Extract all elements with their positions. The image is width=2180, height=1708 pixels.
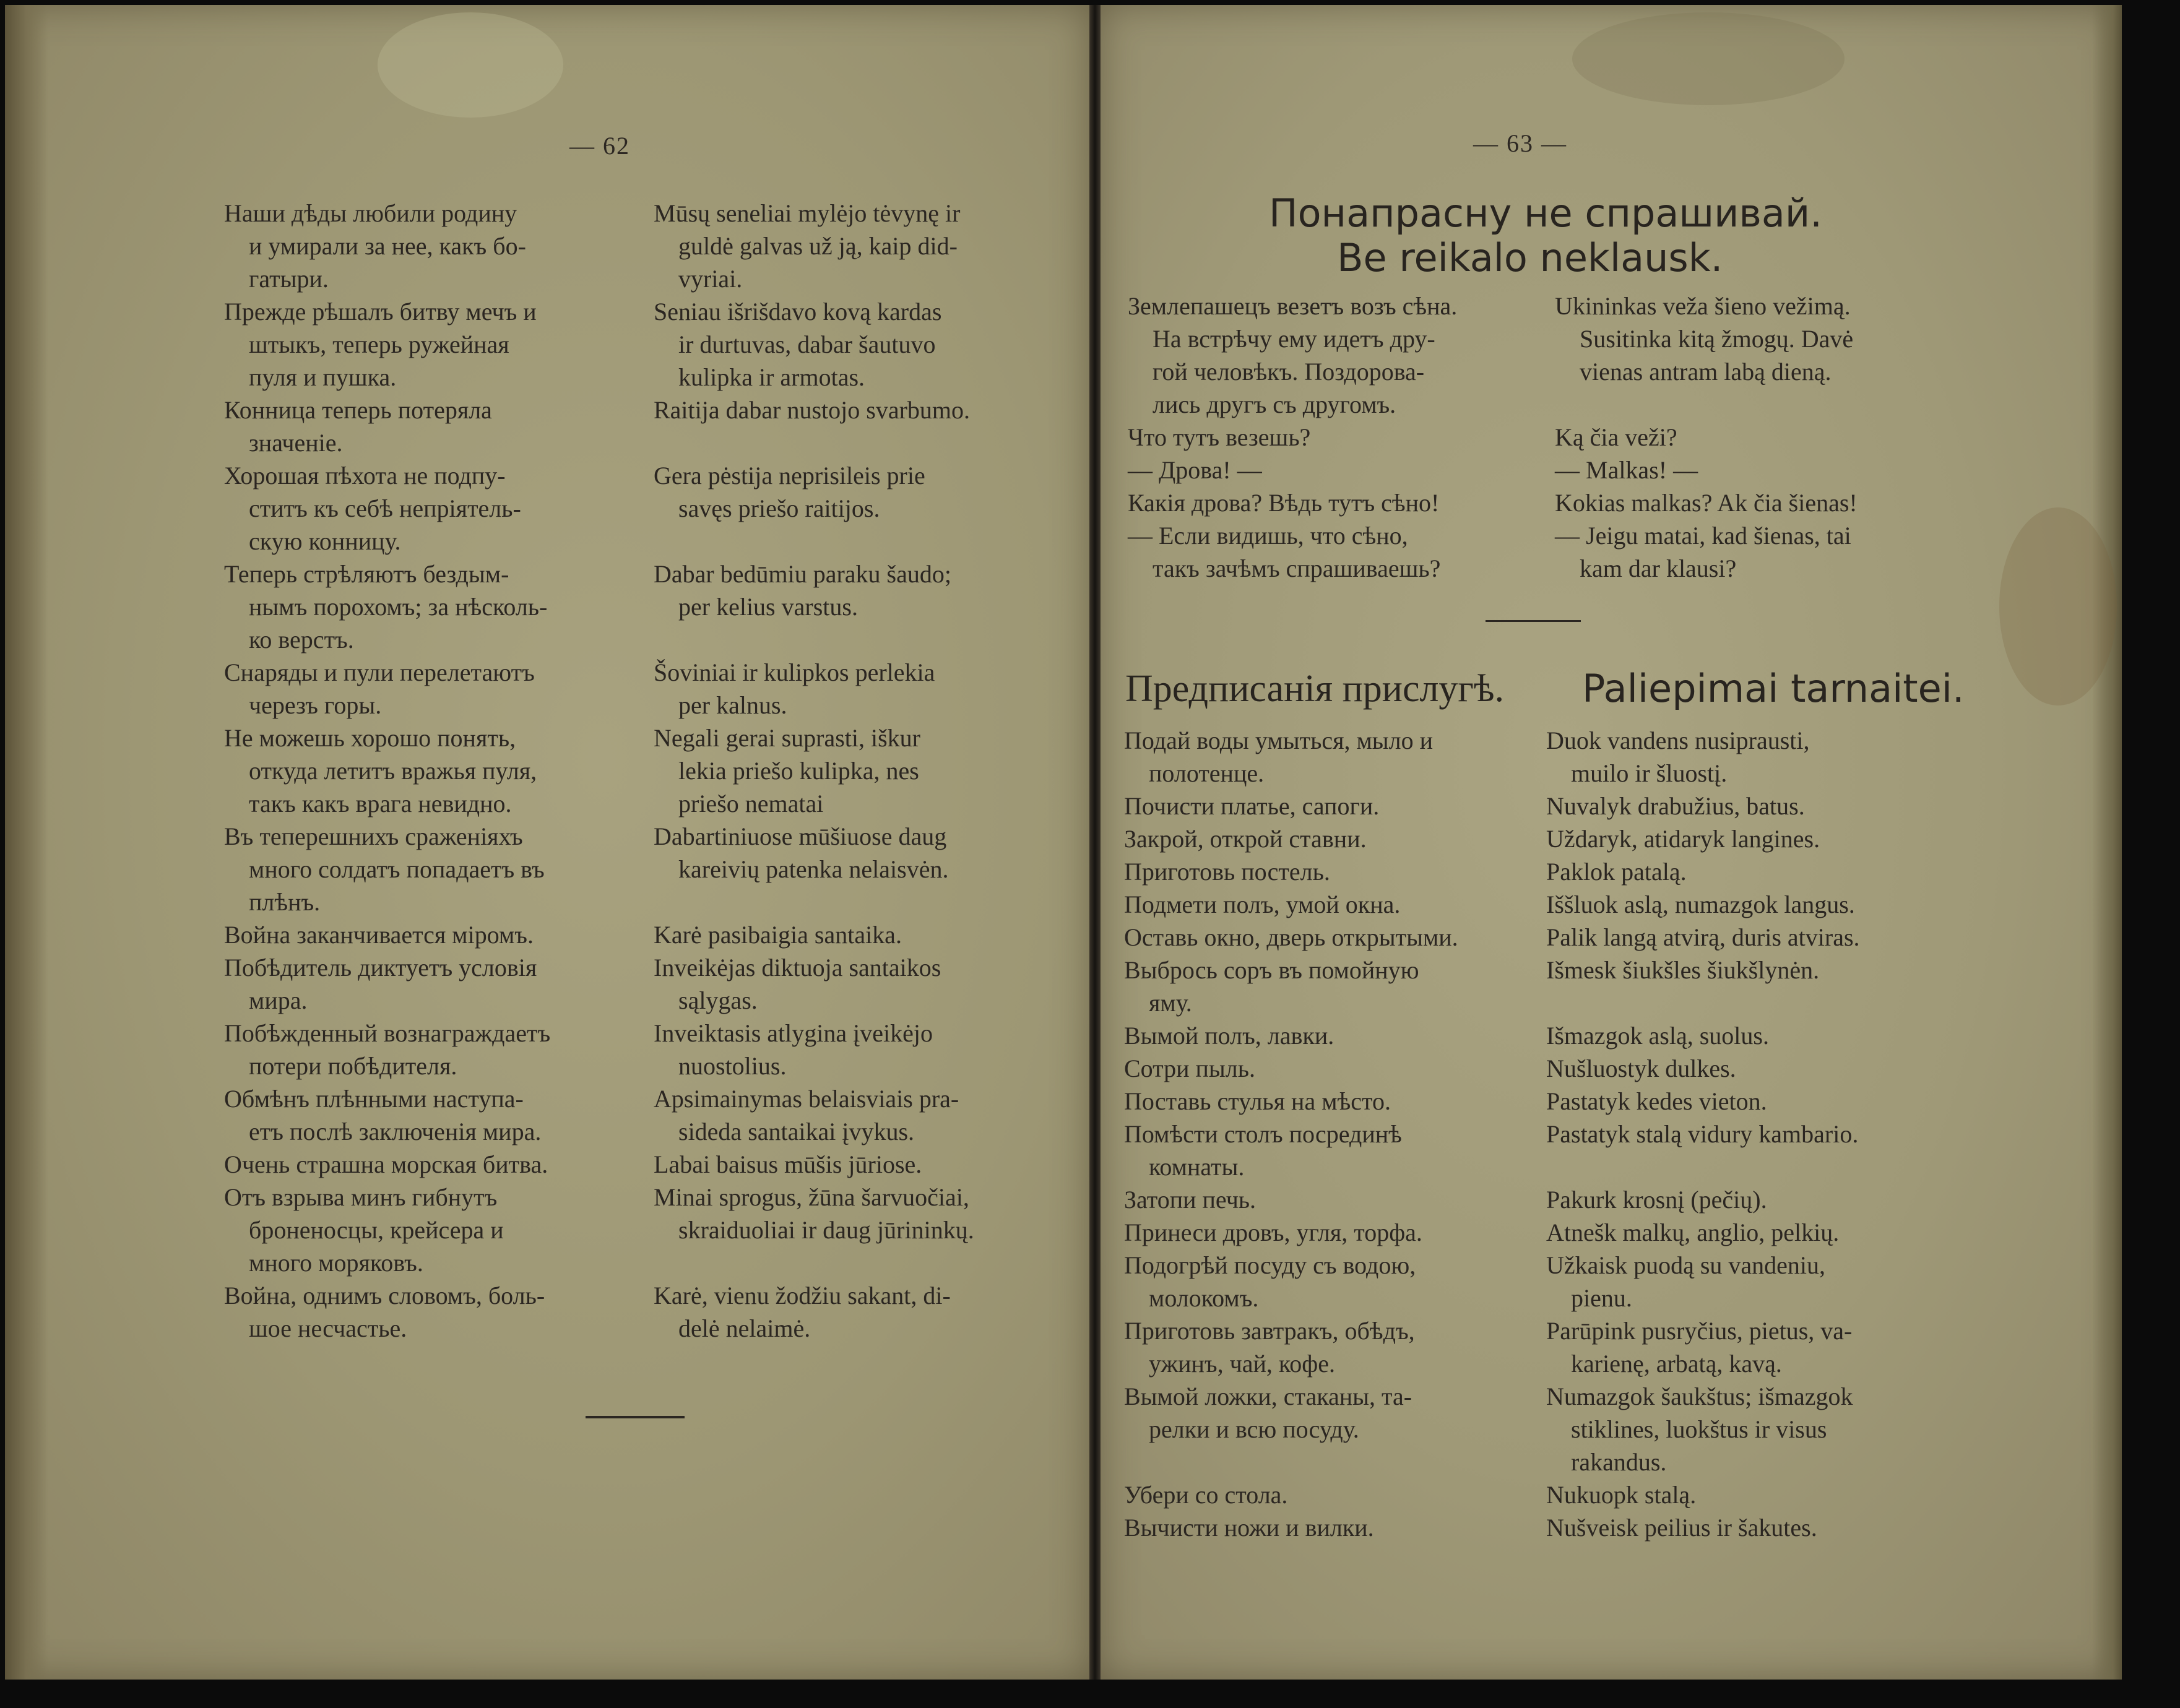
text-line: полотенце.	[1149, 759, 1265, 787]
text-line: Užkaisk puodą su vandeniu,	[1546, 1251, 1826, 1279]
text-line: много солдатъ попадаетъ въ	[249, 855, 545, 883]
text-line: — Jeigu matai, kad šienas, tai	[1555, 522, 1851, 550]
entry-ru	[1128, 519, 1440, 585]
text-line: Принеси дровъ, угля, торфа.	[1124, 1218, 1422, 1246]
text-line: nuostolius.	[678, 1052, 787, 1080]
text-line: — Если видишь, что сѣно,	[1128, 522, 1408, 550]
entry-lt	[1546, 1478, 1696, 1511]
text-line: Отъ взрыва минъ гибнутъ	[224, 1183, 498, 1211]
page-number-right: — 63 —	[1473, 129, 1567, 157]
entry-lt	[1546, 954, 1819, 986]
entry-ru	[1124, 1511, 1374, 1544]
entry-lt	[1555, 486, 1858, 519]
text-line: Не можешь хорошо понять,	[224, 724, 516, 752]
entry-lt	[1555, 290, 1853, 388]
text-line: Nušluostyk dulkes.	[1546, 1055, 1736, 1082]
text-line: Iššluok aslą, numazgok langus.	[1546, 891, 1855, 918]
text-line: Labai baisus mūšis jūriose.	[654, 1150, 922, 1178]
text-line: Приготовь завтракъ, обѣдъ,	[1124, 1317, 1415, 1345]
text-line: Подмети полъ, умой окна.	[1124, 891, 1401, 918]
entry-ru	[1124, 1019, 1334, 1052]
section-divider	[1486, 620, 1581, 622]
entry-lt	[654, 197, 960, 295]
entry-lt	[654, 1279, 951, 1345]
text-line: Закрой, открой ставни.	[1124, 825, 1367, 853]
entry-ru	[1124, 888, 1400, 921]
entry-ru	[224, 1082, 541, 1148]
entry-ru	[1128, 454, 1262, 486]
text-line: priešo nematai	[678, 790, 824, 817]
entry-lt	[1546, 724, 1810, 790]
entry-lt	[1546, 1511, 1817, 1544]
text-line: Землепашецъ везетъ возъ сѣна.	[1128, 292, 1458, 320]
entry-lt	[1546, 1314, 1852, 1380]
text-line: Подай воды умыться, мыло и	[1124, 727, 1434, 754]
entry-lt	[654, 295, 941, 394]
text-line: значеніе.	[249, 429, 343, 457]
book-spine	[1089, 5, 1101, 1680]
text-line: kareivių patenka nelaisvėn.	[678, 855, 949, 883]
text-line: Затопи печь.	[1124, 1186, 1257, 1214]
text-line: броненосцы, крейсера и	[249, 1216, 504, 1244]
entry-lt	[1546, 855, 1687, 888]
text-line: лись другъ съ другомъ.	[1153, 390, 1396, 418]
text-line: такъ зачѣмъ спрашиваешь?	[1153, 554, 1441, 582]
text-line: Сотри пыль.	[1124, 1055, 1256, 1082]
text-line: kulipka ir armotas.	[678, 363, 865, 391]
text-line: rakandus.	[1571, 1448, 1667, 1476]
text-line: штыкъ, теперь ружейная	[249, 330, 509, 358]
text-line: Kokias malkas? Ak čia šienas!	[1555, 489, 1858, 517]
entry-lt	[654, 656, 935, 722]
text-line: Išmesk šiukšles šiukšlynėn.	[1546, 956, 1820, 984]
text-line: Война заканчивается міромъ.	[224, 921, 534, 949]
text-line: Война, однимъ словомъ, боль-	[224, 1282, 545, 1309]
text-line: Выбрось соръ въ помойную	[1124, 956, 1419, 984]
entry-lt	[654, 820, 948, 886]
entry-ru	[224, 918, 534, 951]
entry-ru	[224, 820, 545, 918]
entry-ru	[1124, 1478, 1287, 1511]
entry-lt	[654, 951, 941, 1017]
paper-stain	[378, 12, 563, 118]
text-line: per kelius varstus.	[678, 593, 858, 621]
text-line: Помѣсти столъ посрединѣ	[1124, 1120, 1402, 1148]
text-line: Karė pasibaigia santaika.	[654, 921, 902, 949]
entry-lt	[654, 1148, 922, 1181]
text-line: скую конницу.	[249, 527, 401, 555]
text-line: Karė, vienu žodžiu sakant, di-	[654, 1282, 951, 1309]
text-line: guldė galvas už ją, kaip did-	[678, 232, 958, 260]
text-line: sąlygas.	[678, 986, 758, 1014]
text-line: много моряковъ.	[249, 1249, 423, 1277]
text-line: pienu.	[1571, 1284, 1632, 1312]
entry-lt	[654, 1181, 974, 1246]
section-title-russian: Понапрасну не спрашивай.	[1269, 191, 1822, 236]
entry-lt	[1546, 1183, 1767, 1216]
text-line: Dabartiniuose mūšiuose daug	[654, 822, 947, 850]
text-line: vienas antram labą dieną.	[1580, 358, 1832, 386]
text-line: — Дрова! —	[1128, 456, 1262, 484]
text-line: Вымой ложки, стаканы, та-	[1124, 1382, 1412, 1410]
text-line: ко верстъ.	[249, 626, 354, 653]
text-line: Išmazgok aslą, suolus.	[1546, 1022, 1769, 1050]
entry-lt	[1546, 1019, 1769, 1052]
section2-title-lithuanian: Paliepimai tarnaitei.	[1582, 666, 1965, 711]
end-divider	[586, 1416, 685, 1418]
text-line: откуда летитъ вражья пуля,	[249, 757, 537, 785]
entry-lt	[1546, 921, 1860, 954]
text-line: Конница теперь потеряла	[224, 396, 492, 424]
entry-lt	[654, 722, 920, 820]
entry-ru	[1124, 1052, 1255, 1085]
text-line: шое несчастье.	[249, 1314, 407, 1342]
entry-ru	[1124, 855, 1330, 888]
entry-ru	[224, 197, 526, 295]
entry-lt	[654, 459, 925, 525]
text-line: vyriai.	[678, 265, 743, 293]
text-line: Ką čia veži?	[1555, 423, 1677, 451]
text-line: Поставь стулья на мѣсто.	[1124, 1087, 1391, 1115]
text-line: комнаты.	[1149, 1153, 1245, 1181]
text-line: Обмѣнъ плѣнными наступа-	[224, 1085, 524, 1113]
entry-lt	[1546, 822, 1820, 855]
entry-ru	[224, 1017, 550, 1082]
entry-lt	[654, 918, 902, 951]
entry-ru	[1124, 822, 1367, 855]
entry-ru	[224, 295, 537, 394]
text-line: kam dar klausi?	[1580, 554, 1737, 582]
text-line: muilo ir šluostį.	[1571, 759, 1728, 787]
entry-ru	[1124, 921, 1458, 954]
text-line: delė nelaimė.	[678, 1314, 811, 1342]
entry-lt	[1546, 1249, 1825, 1314]
text-line: гатыри.	[249, 265, 329, 293]
text-line: Ukininkas veža šieno vežimą.	[1555, 292, 1851, 320]
text-line: stiklines, luokštus ir visus	[1571, 1415, 1827, 1443]
text-line: Побѣжденный вознаграждаетъ	[224, 1019, 551, 1047]
text-line: Теперь стрѣляютъ бездым-	[224, 560, 509, 588]
text-line: ir durtuvas, dabar šautuvo	[678, 330, 936, 358]
text-line: Susitinka kitą žmogų. Davė	[1580, 325, 1854, 353]
left-page-edge	[5, 5, 48, 1680]
text-line: пуля и пушка.	[249, 363, 397, 391]
text-line: потери побѣдителя.	[249, 1052, 457, 1080]
text-line: Что тутъ везешь?	[1128, 423, 1311, 451]
text-line: Nuvalyk drabužius, batus.	[1546, 792, 1805, 820]
paper-stain	[1999, 507, 2117, 705]
text-line: Прежде рѣшалъ битву мечъ и	[224, 298, 537, 326]
text-line: Почисти платье, сапоги.	[1124, 792, 1380, 820]
entry-ru	[224, 656, 535, 722]
entry-ru	[1124, 1118, 1402, 1183]
text-line: гой человѣкъ. Поздорова-	[1153, 358, 1425, 386]
text-line: Apsimainymas belaisviais pra-	[654, 1085, 959, 1113]
text-line: Šoviniai ir kulipkos perlekia	[654, 658, 935, 686]
text-line: На встрѣчу ему идетъ дру-	[1153, 325, 1435, 353]
text-line: плѣнъ.	[249, 888, 321, 916]
entry-ru	[224, 1148, 548, 1181]
text-line: Приготовь постель.	[1124, 858, 1330, 886]
text-line: Numazgok šaukštus; išmazgok	[1546, 1382, 1853, 1410]
entry-lt	[1555, 519, 1851, 585]
text-line: sideda santaikai įvykus.	[678, 1118, 915, 1145]
text-line: Nukuopk stalą.	[1546, 1481, 1697, 1509]
entry-lt	[654, 1082, 959, 1148]
text-line: Palik langą atvirą, duris atviras.	[1546, 923, 1860, 951]
text-line: Seniau išrišdavo kovą kardas	[654, 298, 942, 326]
text-line: lekia priešo kulipka, nes	[678, 757, 919, 785]
text-line: яму.	[1149, 989, 1192, 1017]
text-line: релки и всю посуду.	[1149, 1415, 1359, 1443]
text-line: Въ теперешнихъ сраженіяхъ	[224, 822, 523, 850]
entry-lt	[1546, 1085, 1767, 1118]
entry-ru	[1124, 1249, 1416, 1314]
entry-lt	[1555, 454, 1698, 486]
entry-lt	[1546, 1380, 1853, 1478]
text-line: такъ какъ врага невидно.	[249, 790, 512, 817]
text-line: Какія дрова? Вѣдь тутъ сѣно!	[1128, 489, 1440, 517]
text-line: Pastatyk stalą vidury kambario.	[1546, 1120, 1859, 1148]
text-line: Pastatyk kedes vieton.	[1546, 1087, 1767, 1115]
entry-ru	[1124, 790, 1379, 822]
text-line: Mūsų seneliai mylėjo tėvynę ir	[654, 199, 961, 227]
text-line: Хорошая пѣхота не подпу-	[224, 462, 506, 490]
text-line: и умирали за нее, какъ бо-	[249, 232, 526, 260]
text-line: Negali gerai suprasti, iškur	[654, 724, 920, 752]
entry-lt	[1546, 1052, 1736, 1085]
text-line: Uždaryk, atidaryk langines.	[1546, 825, 1820, 853]
entry-lt	[1546, 1118, 1858, 1150]
entry-ru	[224, 459, 521, 558]
paper-stain	[1572, 12, 1845, 105]
entry-ru	[224, 1279, 545, 1345]
entry-ru	[1124, 1216, 1422, 1249]
text-line: етъ послѣ заключенія мира.	[249, 1118, 542, 1145]
entry-lt	[1546, 1216, 1839, 1249]
entry-ru	[1124, 1183, 1256, 1216]
text-line: Duok vandens nusiprausti,	[1546, 727, 1810, 754]
text-line: Побѣдитель диктуетъ условія	[224, 954, 537, 981]
entry-ru	[1124, 724, 1433, 790]
entry-lt	[654, 394, 970, 426]
entry-lt	[1546, 888, 1855, 921]
section-title-lithuanian: Be reikalo neklausk.	[1337, 235, 1723, 280]
text-line: Pakurk krosnį (pečių).	[1546, 1186, 1767, 1214]
entry-lt	[1555, 421, 1677, 454]
text-line: Parūpink pusryčius, pietus, va-	[1546, 1317, 1853, 1345]
text-line: Снаряды и пули перелетаютъ	[224, 658, 535, 686]
text-line: нымъ порохомъ; за нѣсколь-	[249, 593, 548, 621]
text-line: Atnešk malkų, anglio, pelkių.	[1546, 1218, 1840, 1246]
entry-ru	[1128, 421, 1310, 454]
text-line: Inveikėjas diktuoja santaikos	[654, 954, 941, 981]
entry-ru	[1128, 486, 1439, 519]
entry-ru	[1124, 1380, 1412, 1446]
entry-ru	[1124, 1314, 1415, 1380]
text-line: Minai sprogus, žūna šarvuočiai,	[654, 1183, 969, 1211]
text-line: Dabar bedūmiu paraku šaudo;	[654, 560, 951, 588]
text-line: ужинъ, чай, кофе.	[1149, 1350, 1335, 1378]
section2-title-russian: Предписанія прислугѣ.	[1125, 668, 1505, 710]
text-line: skraiduoliai ir daug jūrininkų.	[678, 1216, 974, 1244]
entry-lt	[654, 1017, 933, 1082]
entry-lt	[1546, 790, 1805, 822]
entry-ru	[224, 722, 537, 820]
entry-ru	[224, 1181, 504, 1279]
text-line: Gera pėstija neprisileis prie	[654, 462, 925, 490]
text-line: Очень страшна морская битва.	[224, 1150, 548, 1178]
entry-lt	[654, 558, 951, 623]
text-line: молокомъ.	[1149, 1284, 1259, 1312]
right-page-edge	[2092, 5, 2122, 1680]
entry-ru	[1124, 1085, 1391, 1118]
page-number-left: — 62	[569, 132, 630, 160]
text-line: Paklok patalą.	[1546, 858, 1687, 886]
entry-ru	[224, 951, 537, 1017]
text-line: Вычисти ножи и вилки.	[1124, 1514, 1374, 1542]
text-line: Оставь окно, дверь открытыми.	[1124, 923, 1458, 951]
text-line: Вымой полъ, лавки.	[1124, 1022, 1334, 1050]
text-line: мира.	[249, 986, 308, 1014]
entry-ru	[224, 394, 492, 459]
text-line: Подогрѣй посуду съ водою,	[1124, 1251, 1416, 1279]
text-line: черезъ горы.	[249, 691, 382, 719]
text-line: Nušveisk peilius ir šakutes.	[1546, 1514, 1817, 1542]
text-line: ститъ къ себѣ непріятель-	[249, 494, 521, 522]
text-line: — Malkas! —	[1555, 456, 1698, 484]
text-line: per kalnus.	[678, 691, 787, 719]
text-line: karienę, arbatą, kavą.	[1571, 1350, 1782, 1378]
text-line: Inveiktasis atlygina įveikėjo	[654, 1019, 933, 1047]
text-line: Наши дѣды любили родину	[224, 199, 517, 227]
text-line: Убери со стола.	[1124, 1481, 1288, 1509]
text-line: savęs priešo raitijos.	[678, 494, 880, 522]
text-line: Raitija dabar nustojo svarbumo.	[654, 396, 971, 424]
entry-ru	[1124, 954, 1419, 1019]
entry-ru	[1128, 290, 1457, 421]
entry-ru	[224, 558, 547, 656]
